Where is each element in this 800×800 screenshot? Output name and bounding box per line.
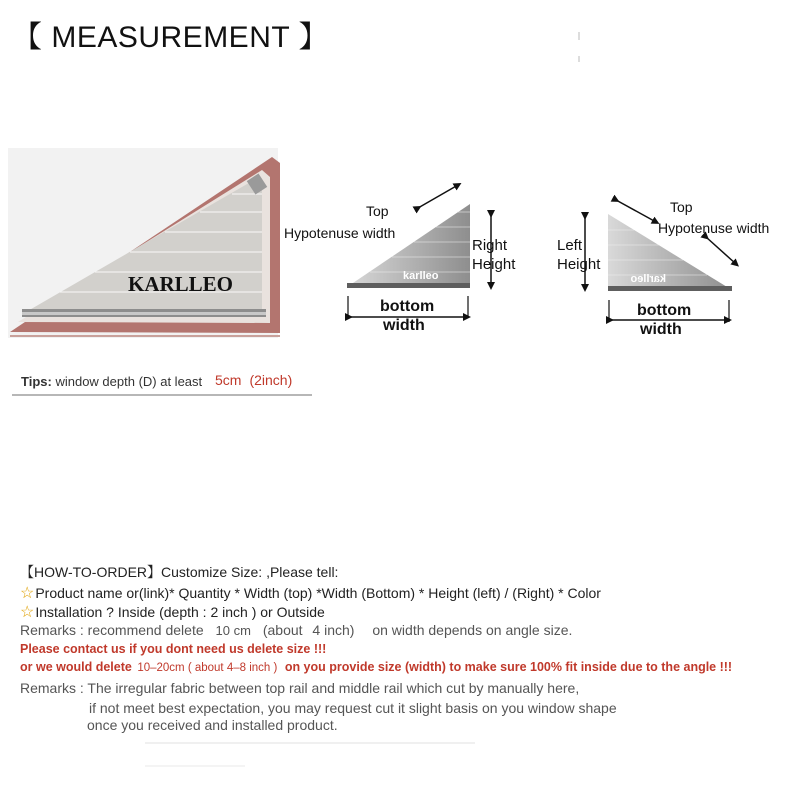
measurement-diagram	[0, 140, 800, 360]
side-label: Height	[472, 256, 516, 273]
side-label: Height	[557, 256, 601, 273]
decorative-mark	[578, 32, 580, 62]
divider	[145, 765, 245, 767]
tips-depth-value: 5cm (2inch)	[215, 372, 293, 388]
warning-line: Please contact us if you dont need us delete size !!!	[20, 642, 327, 656]
top-label: Top	[366, 203, 389, 219]
star-icon: ☆	[20, 585, 35, 602]
panel-label: karlleo	[630, 273, 666, 285]
hypotenuse-label: Hypotenuse width	[284, 225, 396, 241]
order-heading: 【HOW-TO-ORDER】Customize Size: ,Please tell:	[20, 564, 339, 580]
warning-line: or we would delete 10–20cm ( about 4–8 inch ) on you provide size (width) to make sure 100% fit inside due to the angle !!!	[20, 660, 733, 674]
remarks-line: Remarks : recommend delete 10 cm (about 4 inch) on width depends on angle size.	[20, 622, 573, 638]
left-height-diagram	[557, 199, 769, 338]
star-icon: ☆	[20, 604, 35, 621]
order-line: ☆Installation ? Inside (depth : 2 inch ) or Outside	[20, 604, 325, 621]
bottom-label: bottom	[637, 302, 692, 319]
tips-label: Tips: window depth (D) at least	[21, 374, 203, 389]
bottom-label: bottom	[380, 298, 435, 315]
divider	[12, 394, 312, 396]
panel-label: karlleo	[403, 270, 439, 282]
brand-label: KARLLEO	[128, 272, 234, 296]
right-height-diagram	[284, 185, 516, 334]
side-label: Left	[557, 237, 583, 254]
remarks-line: Remarks : The irregular fabric between top rail and middle rail which cut by manually here,	[20, 680, 580, 696]
page-title: 【 MEASUREMENT 】	[12, 21, 329, 54]
bottom-label: width	[640, 321, 682, 338]
tips-box	[12, 366, 312, 396]
remarks-line: if not meet best expectation, you may request cut it slight basis on you window shape	[89, 700, 617, 716]
side-label: Right	[472, 237, 508, 254]
top-label: Top	[670, 199, 693, 215]
divider	[145, 742, 475, 744]
window-shade-photo	[8, 148, 280, 338]
hypotenuse-label: Hypotenuse width	[658, 220, 770, 236]
remarks-line: once you received and installed product.	[87, 717, 338, 733]
bottom-label: width	[383, 317, 425, 334]
order-line: ☆Product name or(link)* Quantity * Width (top) *Width (Bottom) * Height (left) / (Right) * Color	[20, 585, 601, 602]
